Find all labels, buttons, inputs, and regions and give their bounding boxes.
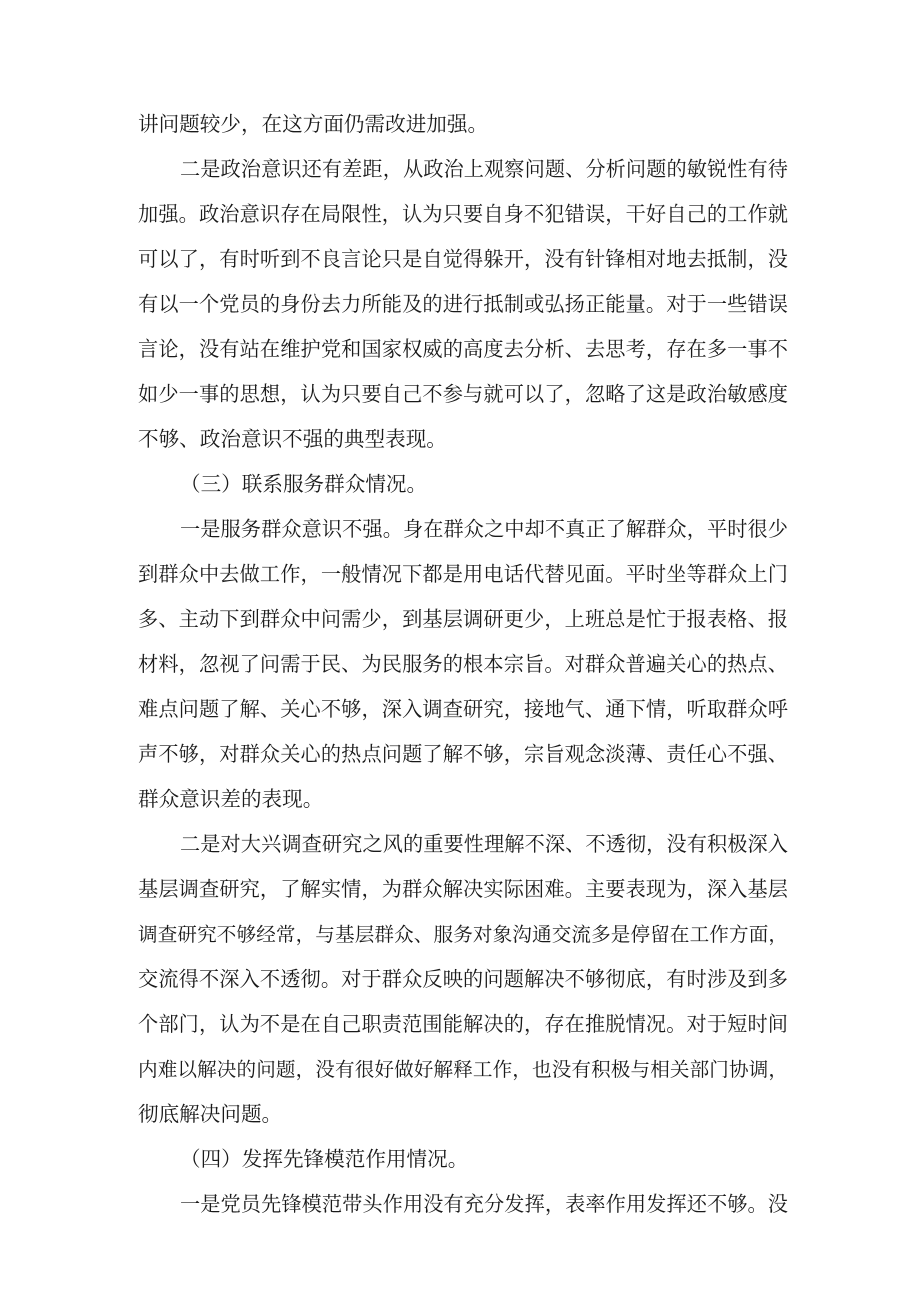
text-line: 难点问题了解、关心不够，深入调查研究，接地气、通下情，听取群众呼 (138, 697, 788, 721)
text-line: 内难以解决的问题，没有很好做好解释工作，也没有积极与相关部门协调， (138, 1058, 788, 1081)
text-line: 一是服务群众意识不强。身在群众之中却不真正了解群众，平时很少 (180, 517, 788, 541)
text-line: 交流得不深入不透彻。对于群众反映的问题解决不够彻底，有时涉及到多 (138, 967, 788, 991)
text-line: （三）联系服务群众情况。 (180, 472, 428, 496)
text-line: 多、主动下到群众中问需少，到基层调研更少，上班总是忙于报表格、报 (138, 607, 788, 631)
text-line: 言论，没有站在维护党和国家权威的高度去分析、去思考，存在多一事不 (138, 337, 788, 361)
text-line: 加强。政治意识存在局限性，认为只要自身不犯错误，干好自己的工作就 (138, 202, 788, 226)
text-line: 一是党员先锋模范带头作用没有充分发挥，表率作用发挥还不够。没 (180, 1192, 788, 1216)
text-line: 个部门，认为不是在自己职责范围能解决的，存在推脱情况。对于短时间 (138, 1012, 788, 1036)
text-line: 有以一个党员的身份去力所能及的进行抵制或弘扬正能量。对于一些错误 (138, 292, 788, 316)
text-line: 不够、政治意识不强的典型表现。 (138, 427, 447, 451)
text-line: 群众意识差的表现。 (138, 787, 324, 811)
text-line: 可以了，有时听到不良言论只是自觉得躲开，没有针锋相对地去抵制，没 (138, 247, 788, 271)
text-line: 讲问题较少，在这方面仍需改进加强。 (138, 112, 489, 136)
text-line: 到群众中去做工作，一般情况下都是用电话代替见面。平时坐等群众上门 (138, 562, 788, 586)
text-line: 二是政治意识还有差距，从政治上观察问题、分析问题的敏锐性有待 (180, 157, 788, 181)
text-line: 材料，忽视了问需于民、为民服务的根本宗旨。对群众普遍关心的热点、 (138, 652, 788, 676)
text-line: 基层调查研究，了解实情，为群众解决实际困难。主要表现为，深入基层 (138, 877, 788, 901)
text-line: 如少一事的思想，认为只要自己不参与就可以了，忽略了这是政治敏感度 (138, 382, 788, 406)
text-line: 调查研究不够经常，与基层群众、服务对象沟通交流多是停留在工作方面， (138, 923, 788, 946)
text-line: 彻底解决问题。 (138, 1102, 283, 1126)
text-line: 声不够，对群众关心的热点问题了解不够，宗旨观念淡薄、责任心不强、 (138, 742, 788, 766)
text-line: （四）发挥先锋模范作用情况。 (180, 1147, 469, 1171)
document-body (138, 102, 788, 1227)
text-line: 二是对大兴调查研究之风的重要性理解不深、不透彻，没有积极深入 (180, 832, 788, 856)
